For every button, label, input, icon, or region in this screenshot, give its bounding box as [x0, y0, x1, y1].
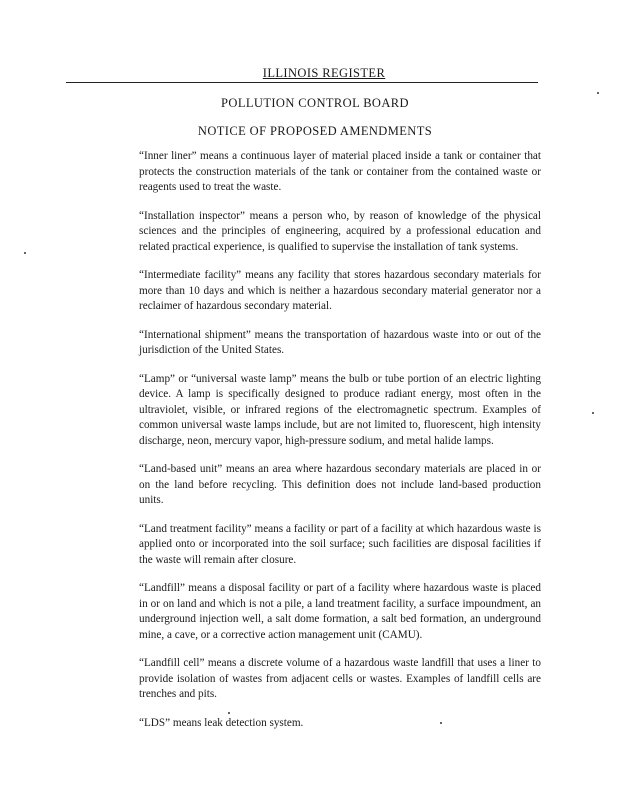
scan-speck [440, 722, 442, 724]
definition-international-shipment: “International shipment” means the transportation of hazardous waste into or out of the jurisdiction of the United States. [139, 328, 541, 356]
header-rule [66, 82, 538, 83]
definitions-list [139, 149, 541, 744]
definition-lds: “LDS” means leak detection system. [139, 716, 304, 729]
definition-landfill-cell: “Landfill cell” means a discrete volume of a hazardous waste landfill that uses a liner to provide isolation of wastes from adjacent cells or wastes. Examples of landfill cells are trenches and pits. [139, 657, 541, 700]
scan-speck [24, 252, 26, 254]
notice-title: NOTICE OF PROPOSED AMENDMENTS [197, 124, 433, 138]
definition-landfill: “Landfill” means a disposal facility or part of a facility where hazardous waste is placed in or on land and which is not a pile, a land treatment facility, a surface impoundment, an underground injection well, a salt dome formation, a salt bed formation, an underground mine, a cave, or a corrective action management unit (CAMU). [139, 582, 541, 641]
definition-installation-inspector: “Installation inspector” means a person who, by reason of knowledge of the physical sciences and the principles of engineering, acquired by a professional education and related practical experience, is qualified to supervise the installation of tank systems. [139, 209, 541, 253]
scan-speck [592, 412, 594, 414]
definition-lamp: “Lamp” or “universal waste lamp” means the bulb or tube portion of an electric lighting device. A lamp is specifically designed to produce radiant energy, most often in the ultraviolet, visible, or infrared regions of the electromagnetic spectrum. Examples of common universal waste lamps include, but are not limited to, fluorescent, high intensity discharge, neon, mercury vapor, high-pressure sodium, and metal halide lamps. [139, 372, 541, 447]
board-title: POLLUTION CONTROL BOARD [221, 96, 409, 110]
definition-inner-liner: “Inner liner” means a continuous layer of material placed inside a tank or container that protects the construction materials of the tank or container from the contained waste or reagents used to treat the waste. [139, 150, 541, 193]
register-title: ILLINOIS REGISTER [262, 66, 386, 80]
scan-speck [228, 712, 230, 714]
definition-land-treatment-facility: “Land treatment facility” means a facility or part of a facility at which hazardous waste is applied onto or incorporated into the soil surface; such facilities are disposal facilities if the waste will remain after closure. [139, 522, 541, 566]
definition-land-based-unit: “Land-based unit” means an area where hazardous secondary materials are placed in or on the land before recycling. This definition does not include land-based production units. [139, 463, 541, 506]
definition-intermediate-facility: “Intermediate facility” means any facility that stores hazardous secondary materials for more than 10 days and which is neither a hazardous secondary material generator nor a reclaimer of hazardous secondary material. [139, 269, 541, 312]
scan-speck [597, 92, 599, 94]
